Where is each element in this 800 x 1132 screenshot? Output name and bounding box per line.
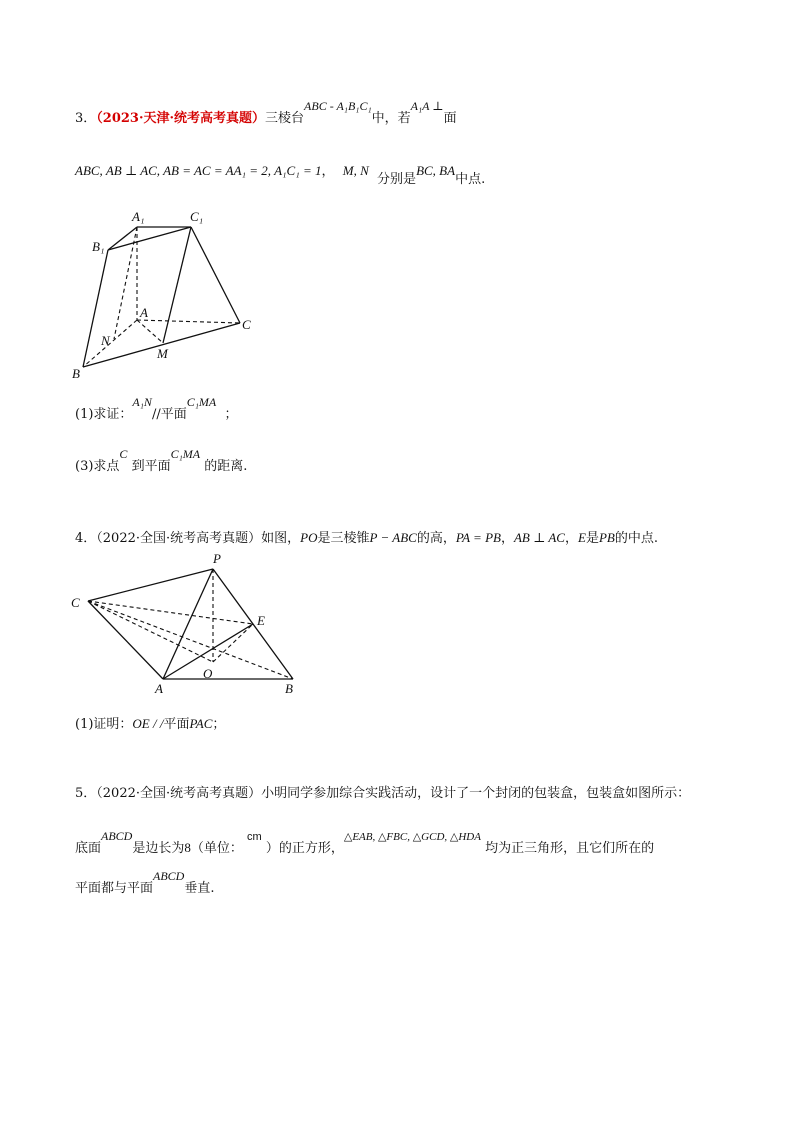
label-a: A bbox=[140, 305, 148, 320]
q3-part-1-label: (1)求证： bbox=[75, 407, 133, 422]
label-c: C bbox=[71, 595, 80, 610]
q3-text: 面 bbox=[443, 111, 457, 126]
label-a: A bbox=[155, 681, 163, 696]
label-c: C bbox=[242, 317, 251, 332]
q5-text: 是边长为 bbox=[132, 841, 185, 856]
q5-text: 小明同学参加综合实践活动，设计了一个封闭的包装盒，包装盒如图所示： bbox=[261, 786, 691, 801]
label-m: M bbox=[157, 346, 168, 361]
q3-math-mn: M, N bbox=[342, 163, 369, 178]
q3-figure-frustum bbox=[70, 205, 270, 385]
q3-part-1 bbox=[75, 395, 238, 423]
q4-text: 的高， bbox=[416, 531, 456, 546]
label-b: B bbox=[72, 366, 80, 381]
q4-math: OE / / bbox=[132, 716, 164, 731]
q4-text: 的中点. bbox=[614, 531, 658, 546]
q4-text: ， bbox=[500, 531, 514, 546]
q3-text: //平面 bbox=[151, 407, 187, 422]
q4-figure-pyramid bbox=[65, 550, 315, 700]
label-b: B bbox=[285, 681, 293, 696]
q3-math: C bbox=[119, 447, 128, 461]
q5-line-3 bbox=[75, 869, 215, 897]
q3-source: （2023·天津·统考高考真题） bbox=[96, 111, 266, 126]
q4-math: AB ⊥ AC bbox=[513, 530, 565, 545]
q5-unit: cm bbox=[247, 831, 262, 843]
q4-number: 4． bbox=[75, 531, 97, 546]
q4-text: ； bbox=[212, 717, 226, 732]
q5-text: ）的正方形， bbox=[265, 841, 344, 856]
q5-math: ABCD bbox=[101, 829, 133, 843]
q5-text: 均为正三角形，且它们所在的 bbox=[485, 841, 655, 856]
q3-text: ； bbox=[224, 407, 238, 422]
label-b1: B₁ bbox=[92, 239, 105, 254]
q4-text: ， bbox=[564, 531, 578, 546]
q5-line-1 bbox=[75, 786, 690, 802]
q5-text: 底面 bbox=[75, 841, 102, 856]
q4-math: PA = PB bbox=[455, 530, 501, 545]
q4-part-1 bbox=[75, 716, 225, 733]
q4-text: 是三棱锥 bbox=[317, 531, 370, 546]
q4-text: 如图， bbox=[261, 531, 301, 546]
q3-math-conditions: ABC, AB ⊥ AC, AB = AC = AA₁ = 2, A₁C₁ = 1 bbox=[75, 163, 322, 178]
q3-math-frustum: ABC - A₁B₁C₁ bbox=[304, 99, 372, 113]
label-c1: C₁ bbox=[190, 209, 204, 224]
q4-math: E bbox=[577, 530, 586, 545]
q5-math: ABCD bbox=[153, 869, 185, 883]
q3-text: 到平面 bbox=[131, 459, 171, 474]
q4-math: P − ABC bbox=[369, 530, 417, 545]
q3-math-bcba: BC, BA bbox=[416, 163, 456, 178]
q4-source: （2022·全国·统考高考真题） bbox=[96, 531, 262, 546]
label-a1: A₁ bbox=[132, 209, 145, 224]
q3-text: 分别是 bbox=[377, 172, 417, 187]
q5-number: 5． bbox=[75, 786, 97, 801]
q3-math: A₁N bbox=[132, 395, 152, 409]
q4-text: 平面 bbox=[163, 717, 190, 732]
q5-text: （单位： bbox=[190, 841, 243, 856]
q4-math: PAC bbox=[189, 716, 213, 731]
q3-text: 的距离. bbox=[204, 459, 248, 474]
q5-math: △EAB, △FBC, △GCD, △HDA bbox=[343, 831, 481, 843]
q3-math: C₁MA bbox=[170, 447, 201, 461]
q5-text: 平面都与平面 bbox=[75, 881, 154, 896]
q3-text: 中点. bbox=[455, 172, 486, 187]
label-p: P bbox=[213, 551, 221, 566]
q5-text: 垂直. bbox=[184, 881, 215, 896]
q3-math-perp: A₁A ⊥ bbox=[410, 99, 444, 113]
q3-line-2 bbox=[75, 163, 486, 187]
label-e: E bbox=[257, 613, 265, 628]
q5-math: 8 bbox=[184, 840, 191, 855]
q3-text: 中，若 bbox=[371, 111, 411, 126]
label-n: N bbox=[101, 333, 110, 348]
q3-math: C₁MA bbox=[186, 395, 217, 409]
label-o: O bbox=[203, 666, 213, 681]
q4-line-1 bbox=[75, 530, 658, 547]
q4-math: PO bbox=[300, 530, 318, 545]
q5-source: （2022·全国·统考高考真题） bbox=[96, 786, 262, 801]
q3-text: 三棱台 bbox=[265, 111, 305, 126]
q3-number: 3． bbox=[75, 111, 97, 126]
q3-part-3-label: (3)求点 bbox=[75, 459, 120, 474]
q4-math: PB bbox=[598, 530, 615, 545]
q4-text: 是 bbox=[585, 531, 599, 546]
q3-text: ， bbox=[321, 164, 335, 179]
q3-line-1 bbox=[75, 99, 457, 127]
q3-part-3 bbox=[75, 447, 248, 475]
q4-part-1-label: (1)证明： bbox=[75, 717, 133, 732]
